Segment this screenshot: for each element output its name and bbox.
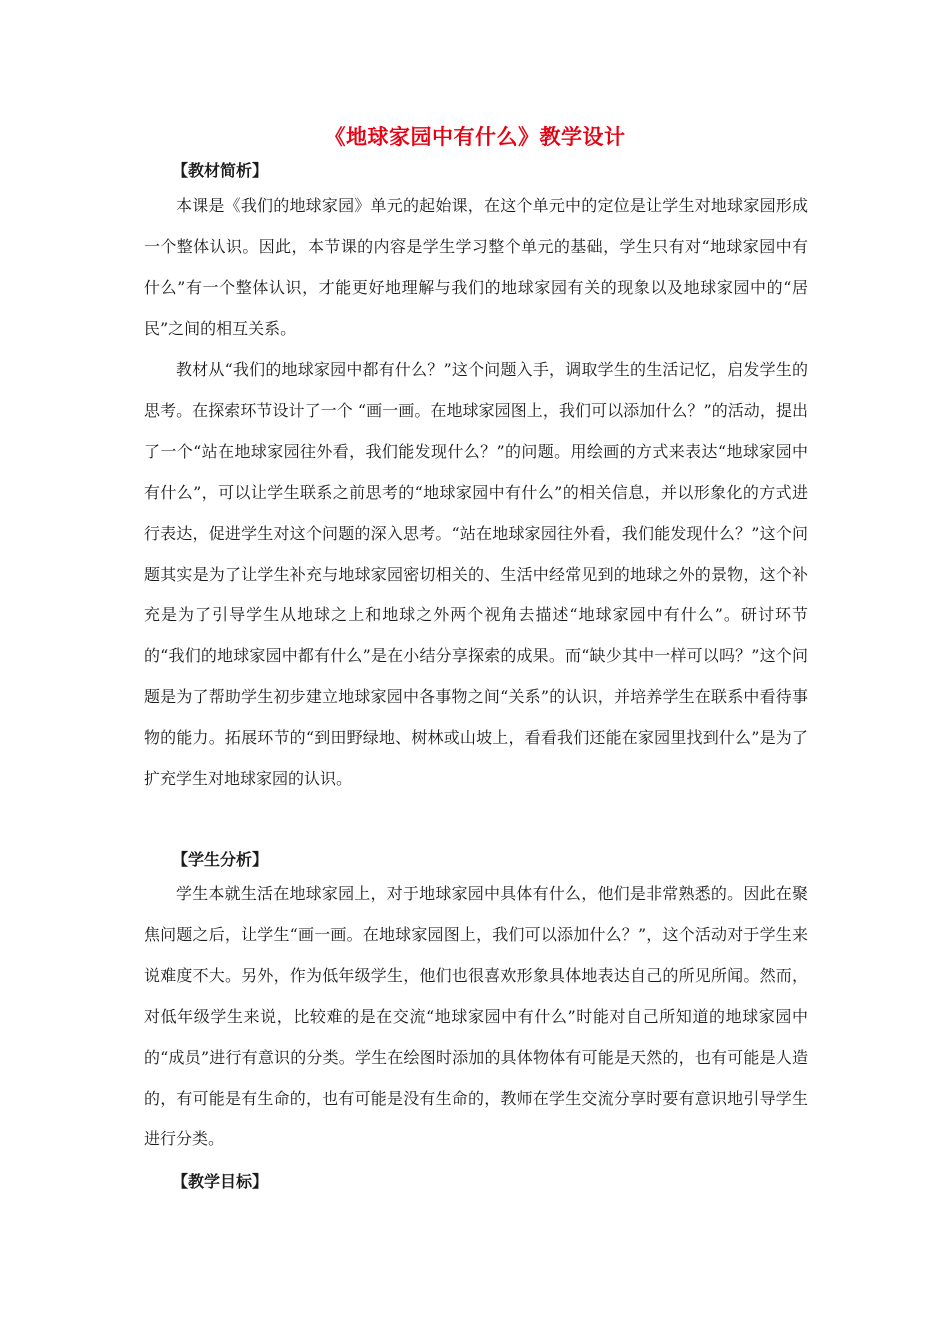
- section-heading-textbook: 【教材简析】: [172, 161, 269, 180]
- section-heading-goals: 【教学目标】: [172, 1172, 269, 1191]
- document-title: 《地球家园中有什么》教学设计: [324, 125, 626, 149]
- paragraph-textbook-1: 本课是《我们的地球家园》单元的起始课，在这个单元中的定位是让学生对地球家园形成一个整体认识。因此，本节课的内容是学生学习整个单元的基础，学生只有对“地球家园中有什么”有一个整体认识，才能更好地理解与我们的地球家园有关的现象以及地球家园中的“居民”之间的相互关系。: [144, 196, 808, 338]
- section-heading-students: 【学生分析】: [172, 850, 269, 869]
- paragraph-students-1: 学生本就生活在地球家园上，对于地球家园中具体有什么，他们是非常熟悉的。因此在聚焦问题之后，让学生“画一画。在地球家园图上，我们可以添加什么？”，这个活动对于学生来说难度不大。另外，作为低年级学生，他们也很喜欢形象具体地表达自己的所见所闻。然而，对低年级学生来说，比较难的是在交流“地球家园中有什么”时能对自己所知道的地球家园中的“成员”进行有意识的分类。学生在绘图时添加的具体物体有可能是天然的，也有可能是人造的，有可能是有生命的，也有可能是没有生命的，教师在学生交流分享时要有意识地引导学生进行分类。: [144, 884, 808, 1149]
- paragraph-textbook-2: 教材从“我们的地球家园中都有什么？”这个问题入手，调取学生的生活记忆，启发学生的思考。在探索环节设计了一个 “画一画。在地球家园图上，我们可以添加什么？”的活动，提出了一个“站在地球家园往外看，我们能发现什么？”的问题。用绘画的方式来表达“地球家园中有什么”，可以让学生联系之前思考的“地球家园中有什么”的相关信息，并以形象化的方式进行表达，促进学生对这个问题的深入思考。“站在地球家园往外看，我们能发现什么？”这个问题其实是为了让学生补充与地球家园密切相关的、生活中经常见到的地球之外的景物，这个补充是为了引导学生从地球之上和地球之外两个视角去描述“地球家园中有什么”。研讨环节的“我们的地球家园中都有什么”是在小结分享探索的成果。而“缺少其中一样可以吗？”这个问题是为了帮助学生初步建立地球家园中各事物之间“关系”的认识，并培养学生在联系中看待事物的能力。拓展环节的“到田野绿地、树林或山坡上，看看我们还能在家园里找到什么”是为了扩充学生对地球家园的认识。: [144, 360, 808, 789]
